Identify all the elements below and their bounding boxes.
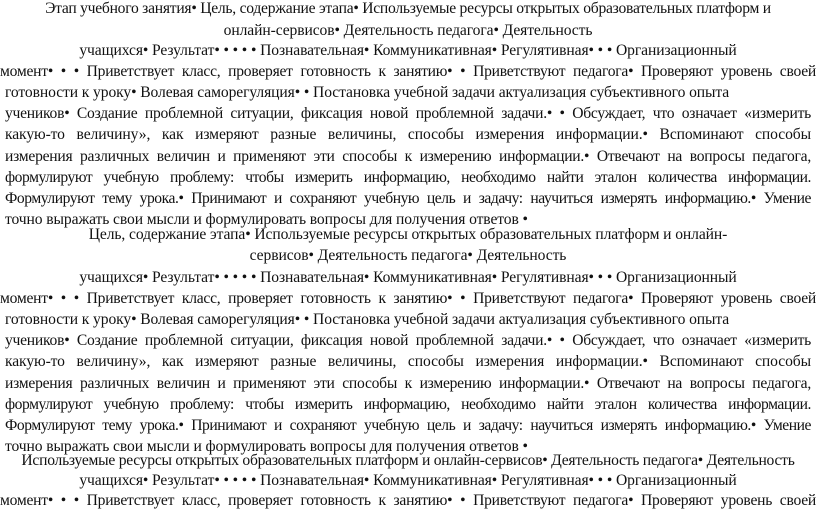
text-line: Этап учебного занятия• Цель, содержание этапа• Используемые ресурсы открытых образовательных платформ и [45, 0, 771, 17]
text-line: измерения различных величин и применяют эти способы к измерению информации.• Отвечают на вопросы педагога, [5, 375, 811, 392]
text-line: момент• • • Приветствует класс, проверяет готовность к занятию• • Приветствуют педагога• Проверяют уровень своей [0, 290, 816, 307]
text-line: какую-то величину», как измеряют разные величины, способы измерения информации.• Вспоминают способы [5, 353, 811, 370]
text-line: учеников• Создание проблемной ситуации, фиксация новой проблемной задачи.• • Обсуждает, что означает «измерить [5, 332, 811, 349]
text-line: учащихся• Результат• • • • • Познавательная• Коммуникативная• Регулятивная• • • Организационный [79, 472, 737, 489]
text-line: сервисов• Деятельность педагога• Деятельность [249, 247, 567, 264]
text-line: Формулируют тему урока.• Принимают и сохраняют учебную цель и задачу: научиться измерять информацию.• Умение [5, 190, 811, 207]
text-line: Формулируют тему урока.• Принимают и сохраняют учебную цель и задачу: научиться измерять информацию.• Умение [5, 417, 811, 434]
text-line: точно выражать свои мысли и формулировать вопросы для получения ответов • [5, 438, 528, 455]
text-line: учащихся• Результат• • • • • Познавательная• Коммуникативная• Регулятивная• • • Организационный [79, 269, 737, 286]
text-line: измерения различных величин и применяют эти способы к измерению информации.• Отвечают на вопросы педагога, [5, 148, 811, 165]
text-line: Цель, содержание этапа• Используемые ресурсы открытых образовательных платформ и онлайн- [88, 226, 728, 243]
text-line: онлайн-сервисов• Деятельность педагога• Деятельность [223, 22, 593, 39]
text-line: готовности к уроку• Волевая саморегуляция• • Постановка учебной задачи актуализация субъективного опыта [5, 311, 730, 328]
text-line: момент• • • Приветствует класс, проверяет готовность к занятию• • Приветствуют педагога• Проверяют уровень своей [0, 63, 816, 80]
text-line: формулируют учебную проблему: чтобы измерить информацию, необходимо найти эталон количества информации. [5, 169, 811, 186]
text-line: формулируют учебную проблему: чтобы измерить информацию, необходимо найти эталон количества информации. [5, 396, 811, 413]
text-line: момент• • • Приветствует класс, проверяет готовность к занятию• • Приветствуют педагога• Проверяют уровень своей [0, 492, 816, 509]
text-line: точно выражать свои мысли и формулировать вопросы для получения ответов • [5, 211, 528, 228]
text-line: учеников• Создание проблемной ситуации, фиксация новой проблемной задачи.• • Обсуждает, что означает «измерить [5, 105, 811, 122]
text-line: готовности к уроку• Волевая саморегуляция• • Постановка учебной задачи актуализация субъективного опыта [5, 84, 730, 101]
text-line: какую-то величину», как измеряют разные величины, способы измерения информации.• Вспоминают способы [5, 126, 811, 143]
text-line: Используемые ресурсы открытых образовательных платформ и онлайн-сервисов• Деятельность педагога• Деятельность [21, 452, 795, 469]
text-line: учащихся• Результат• • • • • Познавательная• Коммуникативная• Регулятивная• • • Организационный [79, 42, 737, 59]
